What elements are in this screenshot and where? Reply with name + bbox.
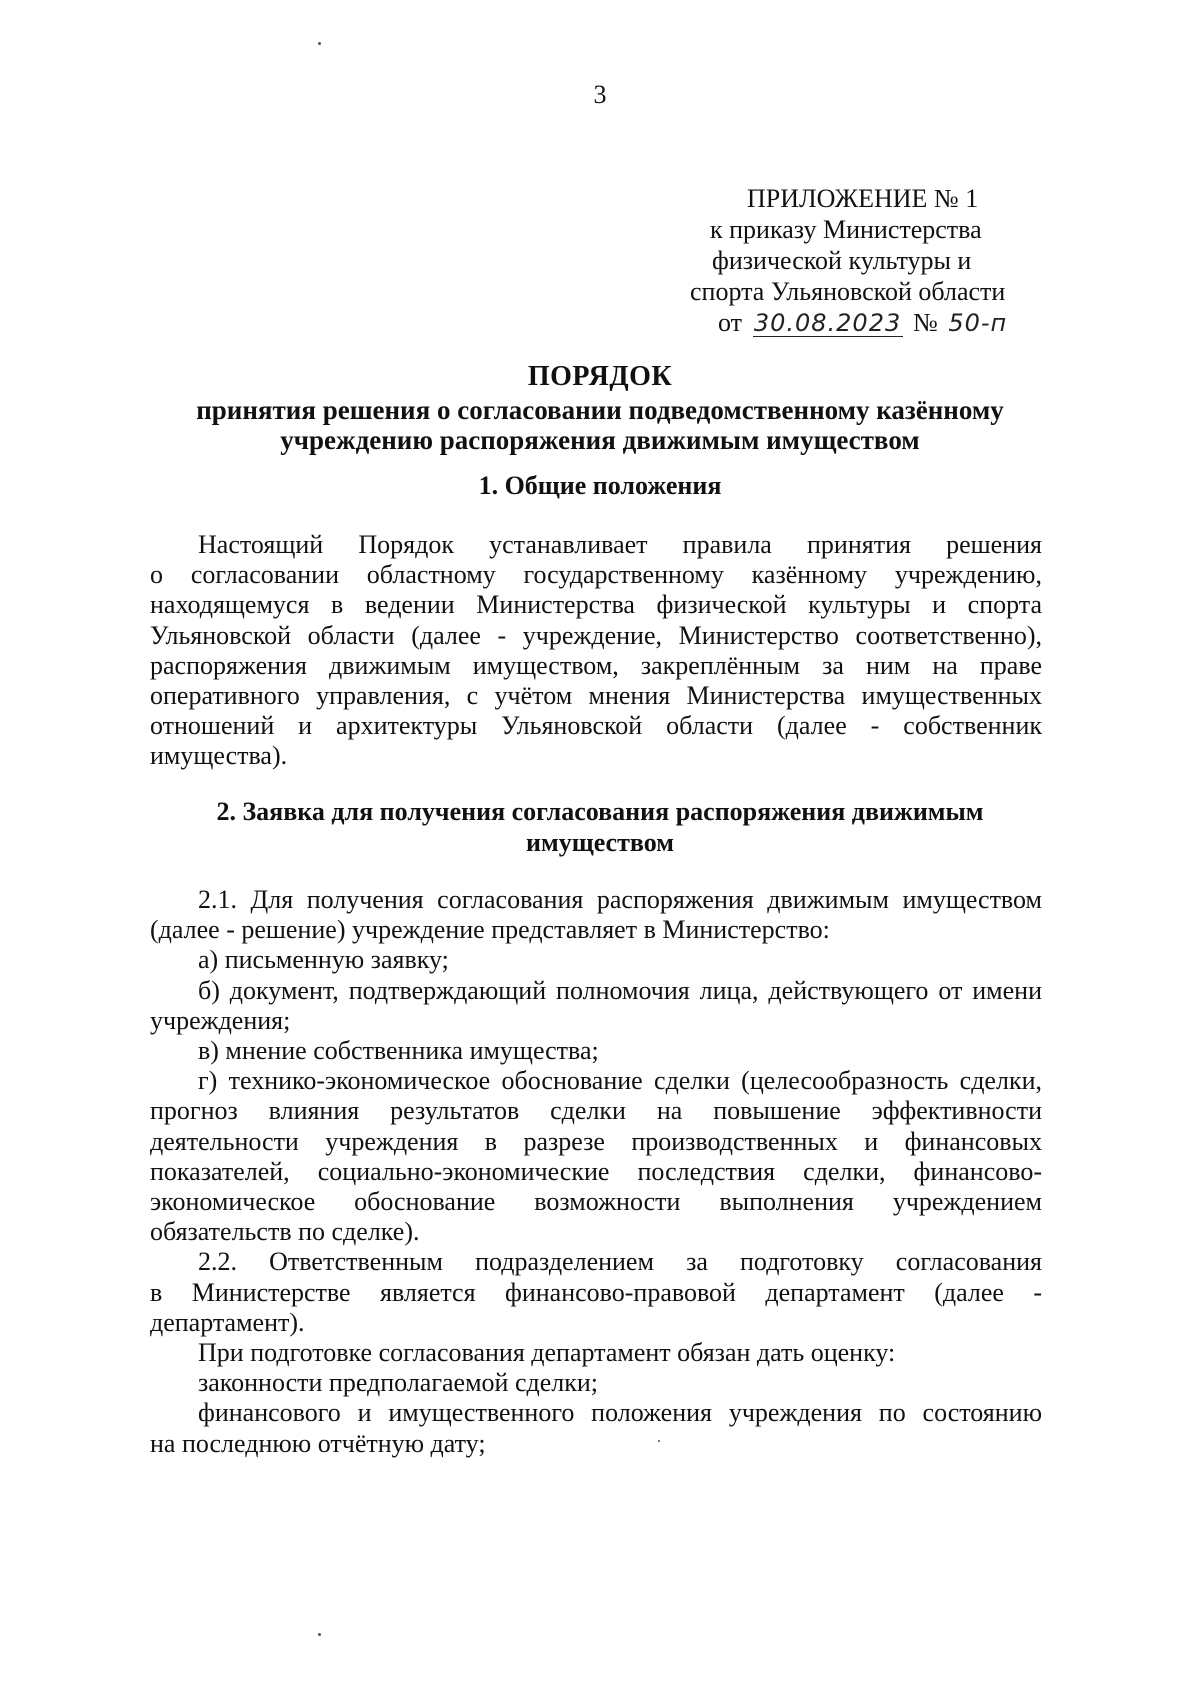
text-line: прогноз влияния результатов сделки на повышение эффективности [150, 1096, 1042, 1126]
text-line: оперативного управления, с учётом мнения Министерства имущественных [150, 681, 1042, 711]
section2-heading [150, 796, 1050, 858]
text-line: имущества). [150, 741, 288, 771]
text-line: находящемуся в ведении Министерства физической культуры и спорта [150, 590, 1042, 620]
title-subline: учреждению распоряжения движимым имуществом [280, 425, 920, 455]
text-line: б) документ, подтверждающий полномочия лица, действующего от имени [198, 975, 1042, 1005]
text-line: Ульяновской области (далее - учреждение, Министерство соответственно), [150, 620, 1042, 650]
title-main: ПОРЯДОК [527, 361, 673, 392]
appendix-title: ПРИЛОЖЕНИЕ № 1 [747, 184, 979, 213]
document-title [0, 362, 1200, 455]
text-line: г) технико-экономическое обоснование сделки (целесообразность сделки, [198, 1066, 1042, 1096]
section1-body [150, 530, 1042, 772]
text-line: При подготовке согласования департамент обязан дать оценку: [198, 1338, 896, 1368]
section1-heading: 1. Общие положения [478, 471, 722, 500]
text-line: Настоящий Порядок устанавливает правила принятия решения [198, 530, 1042, 559]
text-line: распоряжения движимым имуществом, закреплённым за ним на праве [150, 650, 1042, 680]
appendix-block [690, 183, 1120, 338]
text-line: экономическое обоснование возможности выполнения учреждением [150, 1187, 1042, 1217]
page-number: 3 [593, 80, 607, 109]
text-line: отношений и архитектуры Ульяновской области (далее - собственник [150, 711, 1042, 741]
text-line: 2.2. Ответственным подразделением за подготовку согласования [198, 1247, 1042, 1277]
handwritten-date: 30.08.2023 [753, 309, 902, 337]
text-line: 2.1. Для получения согласования распоряжения движимым имуществом [198, 885, 1042, 914]
appendix-line: физической культуры и [712, 246, 972, 275]
appendix-line: к приказу Министерства [710, 215, 982, 244]
text-line: законности предполагаемой сделки; [198, 1368, 599, 1398]
scan-speck [318, 42, 321, 45]
text-line: финансового и имущественного положения учреждения по состоянию [198, 1398, 1042, 1428]
text-line: на последнюю отчётную дату; [150, 1428, 486, 1458]
section2-heading-line: имуществом [526, 828, 674, 857]
text-line: в) мнение собственника имущества; [198, 1036, 599, 1066]
handwritten-number: 50-п [948, 309, 1008, 337]
text-line: показателей, социально-экономические последствия сделки, финансово- [150, 1156, 1042, 1186]
title-subline: принятия решения о согласовании подведомственному казённому [196, 395, 1004, 425]
scan-speck [318, 1633, 321, 1636]
date-prefix: от [718, 308, 743, 337]
text-line: учреждения; [150, 1005, 291, 1035]
text-line: о согласовании областному государственному казённому учреждению, [150, 560, 1042, 590]
text-line: в Министерстве является финансово-правовой департамент (далее - [150, 1277, 1042, 1307]
text-line: департамент). [150, 1307, 305, 1337]
section2-body [150, 885, 1042, 1459]
text-line: (далее - решение) учреждение представляет в Министерство: [150, 915, 830, 945]
text-line: а) письменную заявку; [198, 945, 449, 975]
appendix-line: спорта Ульяновской области [690, 277, 1006, 306]
text-line: деятельности учреждения в разрезе производственных и финансовых [150, 1126, 1042, 1156]
number-sign: № [913, 308, 938, 337]
text-line: обязательств по сделке). [150, 1217, 420, 1247]
appendix-date-line [690, 307, 1120, 338]
section2-heading-line: 2. Заявка для получения согласования распоряжения движимым [216, 797, 984, 826]
